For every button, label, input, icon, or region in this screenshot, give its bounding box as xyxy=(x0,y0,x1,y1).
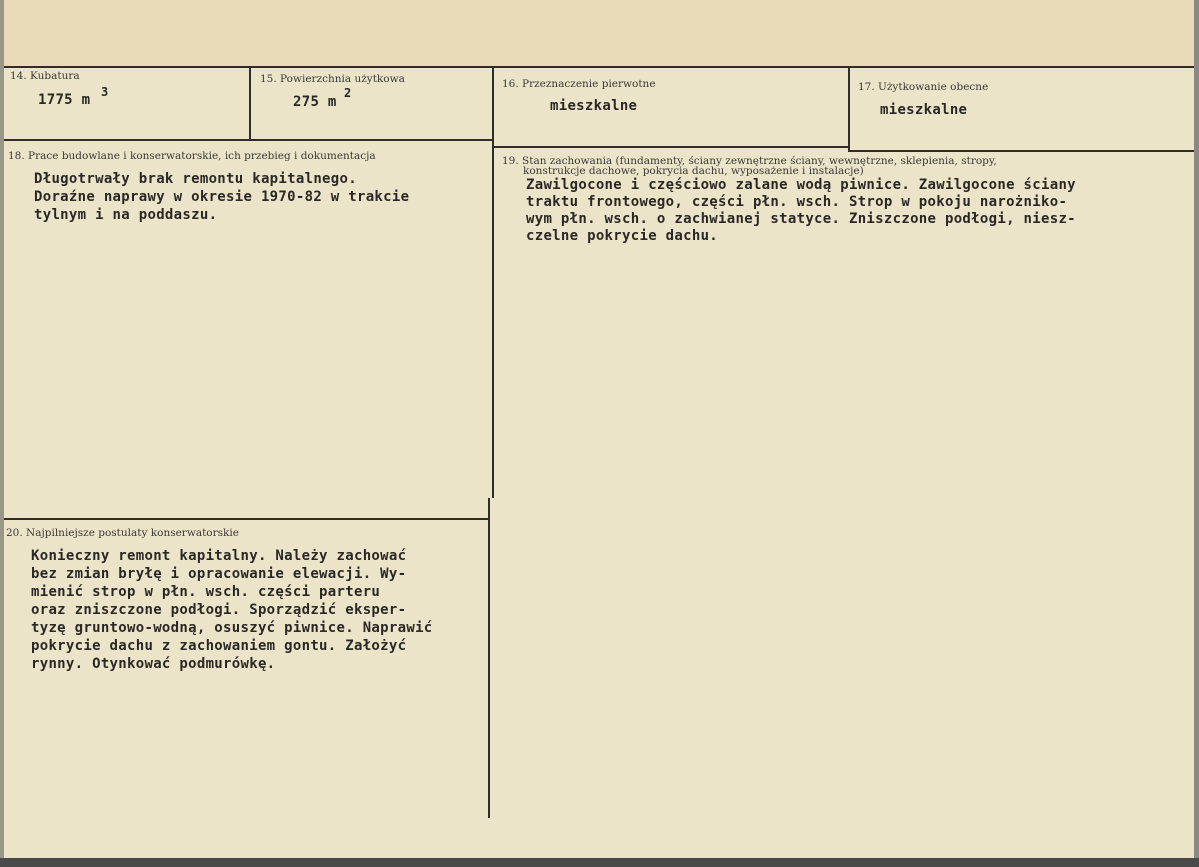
field-15-label: 15. Powierzchnia użytkowa xyxy=(260,73,405,85)
field-14-label: 14. Kubatura xyxy=(10,70,80,82)
card-left-edge xyxy=(0,0,4,867)
field-18-line-2: Doraźne naprawy w okresie 1970-82 w trakcie xyxy=(34,189,410,205)
field-20-line-2: bez zmian bryłę i opracowanie elewacji. Wy- xyxy=(31,566,407,582)
field-16-value: mieszkalne xyxy=(550,98,638,114)
field-20-line-1: Konieczny remont kapitalny. Należy zachować xyxy=(31,548,407,564)
field-20-line-5: tyzę gruntowo-wodną, osuszyć piwnice. Naprawić xyxy=(31,620,433,636)
section18-bottom-rule xyxy=(4,518,490,520)
field-20-label: 20. Najpilniejsze postulaty konserwatorskie xyxy=(6,527,239,539)
field-20-line-4: oraz zniszczone podłogi. Sporządzić eksper- xyxy=(31,602,407,618)
field-15-unit-exponent: 2 xyxy=(344,86,352,100)
divider-left-right xyxy=(492,66,494,498)
field-17-label: 17. Użytkowanie obecne xyxy=(858,81,989,93)
field-18-line-3: tylnym i na poddaszu. xyxy=(34,207,218,223)
divider-14-15 xyxy=(249,66,251,140)
field-15-value: 275 m xyxy=(293,94,337,110)
field-14-unit-exponent: 3 xyxy=(101,85,109,99)
field-19-line-3: wym płn. wsch. o zachwianej statyce. Zniszczone podłogi, niesz- xyxy=(526,211,1076,227)
field-19-line-2: traktu frontowego, części płn. wsch. Strop w pokoju narożniko- xyxy=(526,194,1068,210)
card-top-edge xyxy=(0,0,1199,66)
field-19-label-line-2: konstrukcje dachowe, pokrycia dachu, wyposażenie i instalacje) xyxy=(523,165,864,177)
row1-bottom-rule-mid xyxy=(492,146,848,148)
field-20-line-6: pokrycie dachu z zachowaniem gontu. Założyć xyxy=(31,638,407,654)
field-18-line-1: Długotrwały brak remontu kapitalnego. xyxy=(34,171,357,187)
field-19-label-line-1: 19. Stan zachowania (fundamenty, ściany zewnętrzne ściany, wewnętrzne, sklepienia, stropy, xyxy=(502,155,997,167)
card-right-edge xyxy=(1194,0,1199,867)
card-bottom-edge xyxy=(0,858,1199,867)
row1-bottom-rule-right xyxy=(848,150,1194,152)
field-19-line-4: czelne pokrycie dachu. xyxy=(526,228,719,244)
field-17-value: mieszkalne xyxy=(880,102,968,118)
top-rule xyxy=(4,66,1194,68)
field-20-line-3: mienić strop w płn. wsch. części parteru xyxy=(31,584,381,600)
field-20-line-7: rynny. Otynkować podmurówkę. xyxy=(31,656,276,672)
row1-bottom-rule-left xyxy=(4,139,492,141)
field-14-value: 1775 m xyxy=(38,92,91,108)
divider-16-17 xyxy=(848,66,850,150)
field-18-label: 18. Prace budowlane i konserwatorskie, ich przebieg i dokumentacja xyxy=(8,150,376,162)
field-19-line-1: Zawilgocone i częściowo zalane wodą piwnice. Zawilgocone ściany xyxy=(526,177,1076,193)
divider-left-right-lower xyxy=(488,498,490,818)
field-16-label: 16. Przeznaczenie pierwotne xyxy=(502,78,656,90)
